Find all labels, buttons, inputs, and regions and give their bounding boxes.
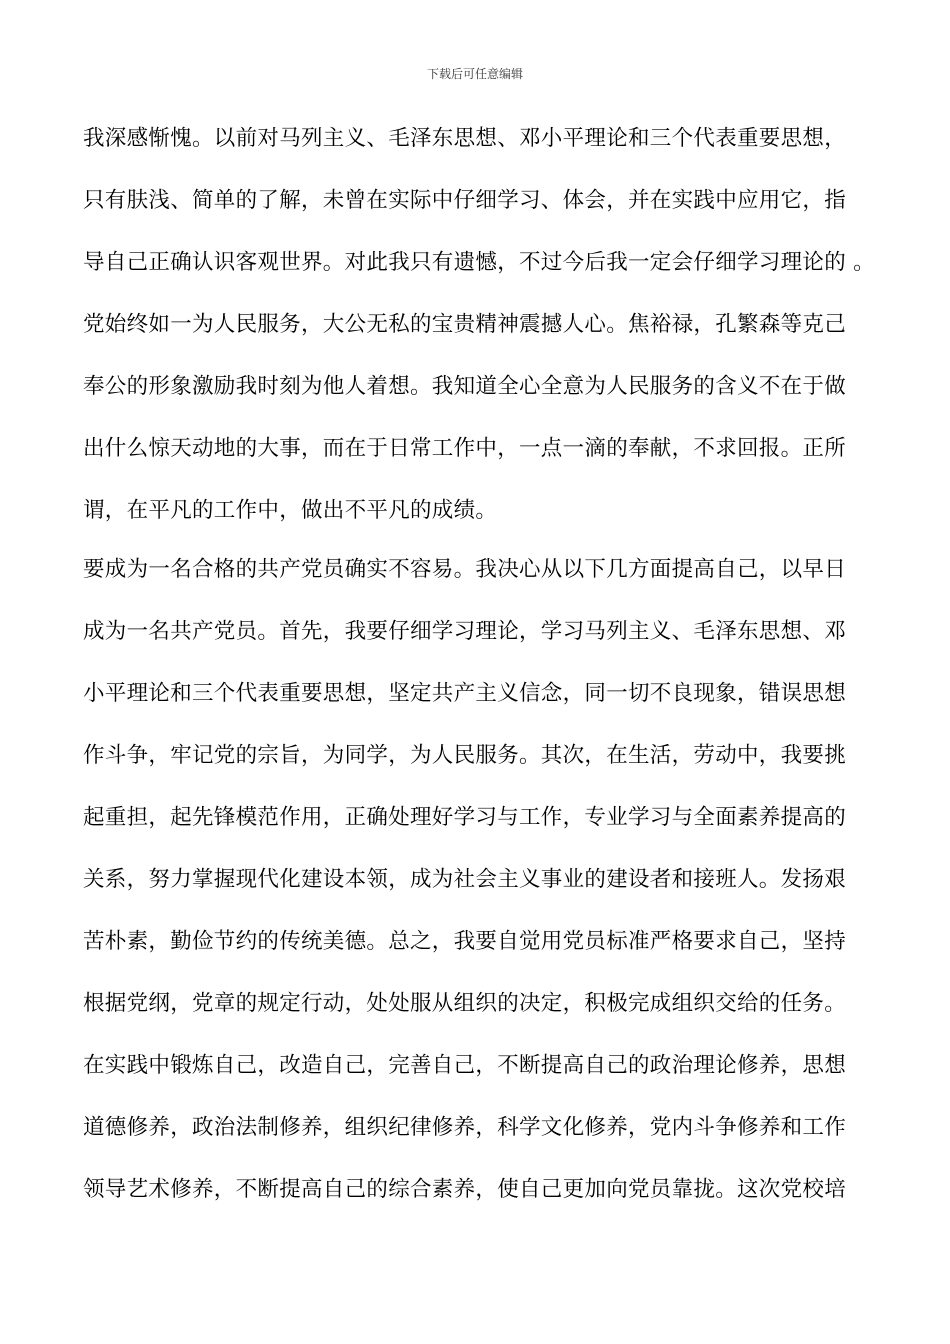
body-line: 我深感惭愧。以前对马列主义、毛泽东思想、邓小平理论和三个代表重要思想， [83,126,847,151]
body-line: 起重担，起先锋模范作用，正确处理好学习与工作，专业学习与全面素养提高的 [83,805,847,830]
body-line: 苦朴素，勤俭节约的传统美德。总之，我要自觉用党员标准严格要求自己，坚持 [83,929,847,954]
body-line: 导自己正确认识客观世界。对此我只有遗憾，不过今后我一定会仔细学习理论的 。 [83,250,875,275]
body-line: 出什么惊天动地的大事，而在于日常工作中，一点一滴的奉献，不求回报。正所 [83,436,847,461]
body-line: 只有肤浅、简单的了解，未曾在实际中仔细学习、体会，并在实践中应用它，指 [83,188,847,213]
body-line: 关系，努力掌握现代化建设本领，成为社会主义事业的建设者和接班人。发扬艰 [83,867,847,892]
body-line: 在实践中锻炼自己，改造自己，完善自己，不断提高自己的政治理论修养，思想 [83,1053,847,1078]
body-line: 成为一名共产党员。首先，我要仔细学习理论，学习马列主义、毛泽东思想、邓 [83,619,847,644]
body-line: 谓，在平凡的工作中，做出不平凡的成绩。 [83,498,498,523]
body-line: 作斗争，牢记党的宗旨，为同学，为人民服务。其次，在生活，劳动中，我要挑 [83,743,847,768]
body-line: 根据党纲，党章的规定行动，处处服从组织的决定，积极完成组织交给的任务。 [83,991,847,1016]
page-header: 下载后可任意编辑 [426,67,523,81]
body-line: 党始终如一为人民服务，大公无私的宝贵精神震撼人心。焦裕禄，孔繁森等克己 [83,312,847,337]
body-line: 道德修养，政治法制修养，组织纪律修养，科学文化修养，党内斗争修养和工作 [83,1115,847,1140]
body-line: 领导艺术修养，不断提高自己的综合素养，使自己更加向党员靠拢。这次党校培 [83,1177,847,1202]
body-line: 奉公的形象激励我时刻为他人着想。我知道全心全意为人民服务的含义不在于做 [83,374,847,399]
body-line: 小平理论和三个代表重要思想，坚定共产主义信念，同一切不良现象，错误思想 [83,681,847,706]
body-line: 要成为一名合格的共产党员确实不容易。我决心从以下几方面提高自己，以早日 [83,557,847,582]
